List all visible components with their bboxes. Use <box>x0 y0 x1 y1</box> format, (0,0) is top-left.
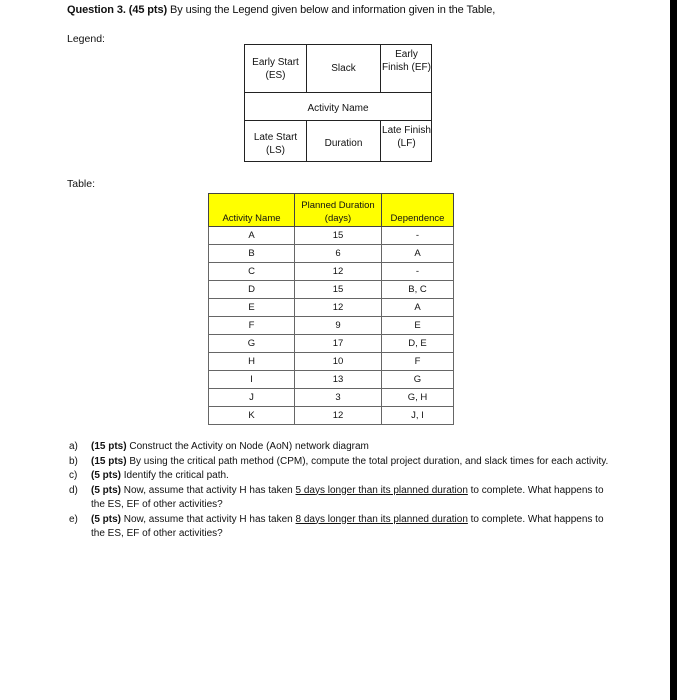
cell-dependence: A <box>382 245 454 263</box>
cell-duration: 17 <box>295 335 382 353</box>
table-row <box>209 317 454 335</box>
cell-dependence: F <box>382 353 454 371</box>
table-row <box>209 281 454 299</box>
question-points: (15 pts) <box>91 455 127 467</box>
question-text <box>91 440 609 455</box>
cell-activity: F <box>209 317 295 335</box>
question-points: (5 pts) <box>91 484 121 496</box>
question-item <box>69 455 609 470</box>
question-text <box>91 513 609 542</box>
cell-duration: 15 <box>295 227 382 245</box>
question-after: to complete. What happens to the ES, EF of other activities? <box>91 484 604 510</box>
cell-activity: E <box>209 299 295 317</box>
legend-box <box>244 44 432 162</box>
question-body: Now, assume that activity H has taken <box>121 484 296 496</box>
cell-activity: C <box>209 263 295 281</box>
cell-activity: K <box>209 407 295 425</box>
legend-duration: Duration <box>307 121 381 162</box>
cell-dependence: E <box>382 317 454 335</box>
cell-activity: I <box>209 371 295 389</box>
cell-duration: 10 <box>295 353 382 371</box>
cell-dependence: D, E <box>382 335 454 353</box>
cell-dependence: A <box>382 299 454 317</box>
question-text <box>91 455 609 470</box>
table-row <box>209 389 454 407</box>
question-label: b) <box>69 455 78 467</box>
cell-duration: 3 <box>295 389 382 407</box>
question-body: Now, assume that activity H has taken <box>121 513 296 525</box>
cell-duration: 13 <box>295 371 382 389</box>
cell-dependence: G <box>382 371 454 389</box>
question-points: (5 pts) <box>91 470 121 481</box>
page-edge-bar <box>670 0 677 700</box>
question-body: By using the critical path method (CPM), compute the total project duration, and slack times for each activity. <box>126 455 609 467</box>
header-dependence: Dependence <box>382 194 454 227</box>
cell-dependence: - <box>382 263 454 281</box>
table-row <box>209 353 454 371</box>
question-item <box>69 440 609 455</box>
cell-activity: G <box>209 335 295 353</box>
cell-dependence: J, I <box>382 407 454 425</box>
header-activity-name: Activity Name <box>209 194 295 227</box>
legend-slack: Slack <box>307 45 381 92</box>
cell-duration: 6 <box>295 245 382 263</box>
cell-duration: 12 <box>295 407 382 425</box>
question-points: (15 pts) <box>91 441 127 452</box>
question-label: e) <box>69 513 78 525</box>
question-text <box>91 484 609 513</box>
cell-dependence: B, C <box>382 281 454 299</box>
question-text <box>91 469 609 484</box>
cell-dependence: - <box>382 227 454 245</box>
question-label: d) <box>69 484 78 496</box>
cell-activity: H <box>209 353 295 371</box>
questions-list <box>69 440 609 542</box>
cell-duration: 9 <box>295 317 382 335</box>
activity-table <box>208 193 454 425</box>
cell-activity: A <box>209 227 295 245</box>
table-row <box>209 245 454 263</box>
cell-dependence: G, H <box>382 389 454 407</box>
legend-label: Legend: <box>67 33 105 45</box>
table-label: Table: <box>67 178 96 190</box>
legend-late-start: Late Start (LS) <box>245 121 307 162</box>
table-row <box>209 299 454 317</box>
question-intro: By using the Legend given below and information given in the Table, <box>167 4 496 16</box>
cell-duration: 12 <box>295 263 382 281</box>
table-row <box>209 227 454 245</box>
question-body: Identify the critical path. <box>121 470 229 481</box>
question-label: a) <box>69 441 78 452</box>
question-label: c) <box>69 470 78 481</box>
table-row <box>209 371 454 389</box>
cell-activity: D <box>209 281 295 299</box>
question-points: (5 pts) <box>91 513 121 525</box>
question-after: to complete. What happens to the ES, EF of other activities? <box>91 513 604 539</box>
table-row <box>209 263 454 281</box>
legend-early-finish: Early Finish (EF) <box>382 49 431 73</box>
question-item <box>69 469 609 484</box>
table-row <box>209 407 454 425</box>
cell-duration: 15 <box>295 281 382 299</box>
question-underlined: 8 days longer than its planned duration <box>295 513 468 525</box>
question-underlined: 5 days longer than its planned duration <box>295 484 468 496</box>
header-planned-duration: Planned Duration (days) <box>295 194 382 227</box>
cell-activity: J <box>209 389 295 407</box>
question-item <box>69 513 609 542</box>
question-body: Construct the Activity on Node (AoN) network diagram <box>126 441 369 452</box>
question-number: Question 3. (45 pts) <box>67 4 168 16</box>
legend-early-start: Early Start (ES) <box>245 45 307 92</box>
legend-activity-name: Activity Name <box>307 103 369 114</box>
table-row <box>209 335 454 353</box>
question-item <box>69 484 609 513</box>
question-title <box>67 4 495 16</box>
cell-duration: 12 <box>295 299 382 317</box>
table-header-row <box>209 194 454 227</box>
legend-late-finish: Late Finish (LF) <box>382 125 431 149</box>
cell-activity: B <box>209 245 295 263</box>
